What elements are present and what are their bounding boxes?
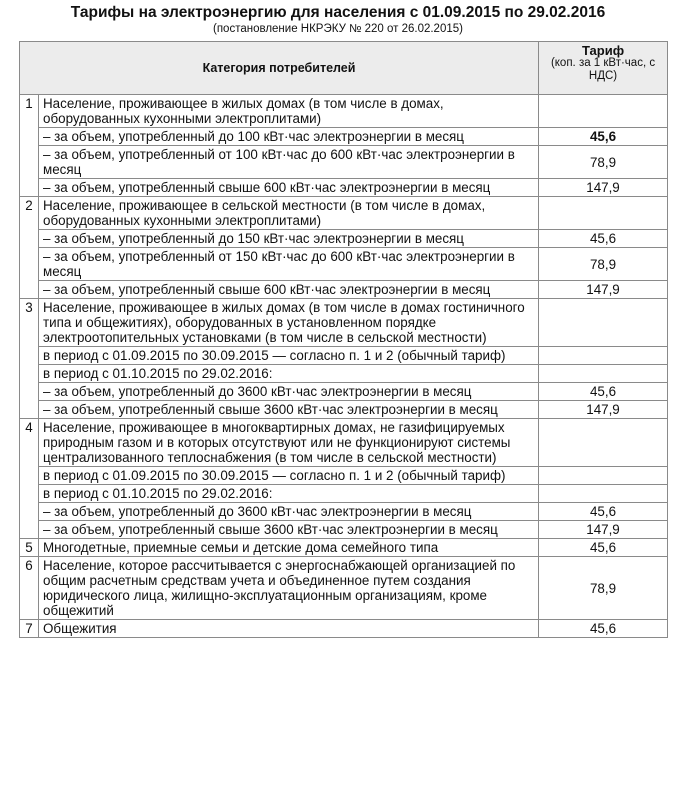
tariff-value	[539, 95, 668, 128]
tariff-value: 147,9	[539, 179, 668, 197]
tariff-table	[19, 41, 668, 638]
table-row	[20, 197, 668, 230]
category-text: – за объем, употребленный свыше 3600 кВт·час электроэнергии в месяц	[39, 521, 539, 539]
table-row	[20, 521, 668, 539]
tariff-value: 45,6	[539, 383, 668, 401]
group-number: 6	[20, 557, 39, 620]
category-text: Население, проживающее в многоквартирных домах, не газифицируемых природным газом и в которых отсутствуют или не функционируют системы централизованного теплоснабжения (в том числе в сельской местности)	[39, 419, 539, 467]
table-row	[20, 146, 668, 179]
category-text: – за объем, употребленный свыше 3600 кВт·час электроэнергии в месяц	[39, 401, 539, 419]
table-row	[20, 401, 668, 419]
category-text: в период с 01.10.2015 по 29.02.2016:	[39, 485, 539, 503]
tariff-value	[539, 419, 668, 467]
group-number: 2	[20, 197, 39, 299]
table-row	[20, 248, 668, 281]
tariff-value	[539, 197, 668, 230]
tariff-value: 78,9	[539, 557, 668, 620]
tariff-value	[539, 485, 668, 503]
group-number: 3	[20, 299, 39, 419]
table-row	[20, 179, 668, 197]
table-row	[20, 281, 668, 299]
table-row	[20, 95, 668, 128]
table-row	[20, 128, 668, 146]
tariff-value	[539, 299, 668, 347]
tariff-value: 45,6	[539, 503, 668, 521]
category-text: Население, которое рассчитывается с энергоснабжающей организацией по общим расчетным средствам учета и объединенное путем создания юридического лица, жилищно-эксплуатационным организациям, кроме общежитий	[39, 557, 539, 620]
group-number: 7	[20, 620, 39, 638]
category-text: в период с 01.09.2015 по 30.09.2015 — согласно п. 1 и 2 (обычный тариф)	[39, 467, 539, 485]
table-row	[20, 485, 668, 503]
category-text: Многодетные, приемные семьи и детские дома семейного типа	[39, 539, 539, 557]
category-text: в период с 01.09.2015 по 30.09.2015 — согласно п. 1 и 2 (обычный тариф)	[39, 347, 539, 365]
table-row	[20, 383, 668, 401]
category-text: – за объем, употребленный до 100 кВт·час электроэнергии в месяц	[39, 128, 539, 146]
tariff-value: 78,9	[539, 248, 668, 281]
table-row	[20, 503, 668, 521]
category-text: – за объем, употребленный от 150 кВт·час до 600 кВт·час электроэнергии в месяц	[39, 248, 539, 281]
table-row	[20, 539, 668, 557]
header-tariff-title: Тариф	[581, 43, 625, 58]
category-text: в период с 01.10.2015 по 29.02.2016:	[39, 365, 539, 383]
category-text: – за объем, употребленный от 100 кВт·час до 600 кВт·час электроэнергии в месяц	[39, 146, 539, 179]
group-number: 5	[20, 539, 39, 557]
table-row	[20, 419, 668, 467]
table-row	[20, 365, 668, 383]
category-text: Общежития	[39, 620, 539, 638]
tariff-value: 78,9	[539, 146, 668, 179]
table-header-row	[20, 42, 668, 95]
table-row	[20, 299, 668, 347]
table-row	[20, 347, 668, 365]
category-text: Население, проживающее в жилых домах (в том числе в домах гостиничного типа и общежитиях), оборудованных в установленном порядке электроотопительных установками (в том числе в сельской местности)	[39, 299, 539, 347]
category-text: – за объем, употребленный до 150 кВт·час электроэнергии в месяц	[39, 230, 539, 248]
category-text: Население, проживающее в жилых домах (в том числе в домах, оборудованных кухонными электроплитами)	[39, 95, 539, 128]
category-text: – за объем, употребленный до 3600 кВт·час электроэнергии в месяц	[39, 383, 539, 401]
category-text: – за объем, употребленный свыше 600 кВт·час электроэнергии в месяц	[39, 281, 539, 299]
tariff-value: 45,6	[539, 230, 668, 248]
tariff-value: 147,9	[539, 521, 668, 539]
header-tariff	[539, 42, 668, 95]
group-number: 4	[20, 419, 39, 539]
category-text: – за объем, употребленный свыше 600 кВт·час электроэнергии в месяц	[39, 179, 539, 197]
table-body	[20, 95, 668, 638]
page-title: Тарифы на электроэнергию для населения с 01.09.2015 по 29.02.2016	[70, 4, 606, 21]
tariff-value	[539, 365, 668, 383]
tariff-value	[539, 347, 668, 365]
tariff-value	[539, 467, 668, 485]
category-text: – за объем, употребленный до 3600 кВт·час электроэнергии в месяц	[39, 503, 539, 521]
table-row	[20, 557, 668, 620]
tariff-value: 45,6	[539, 620, 668, 638]
group-number: 1	[20, 95, 39, 197]
table-row	[20, 620, 668, 638]
table-row	[20, 230, 668, 248]
header-tariff-unit: (коп. за 1 кВт·час, с НДС)	[550, 57, 656, 82]
tariff-value: 147,9	[539, 401, 668, 419]
tariff-value: 45,6	[539, 128, 668, 146]
table-row	[20, 467, 668, 485]
tariff-value: 45,6	[539, 539, 668, 557]
tariff-value: 147,9	[539, 281, 668, 299]
category-text: Население, проживающее в сельской местности (в том числе в домах, оборудованных кухонными электроплитами)	[39, 197, 539, 230]
page-subtitle: (постановление НКРЭКУ № 220 от 26.02.2015)	[213, 23, 463, 35]
header-category: Категория потребителей	[20, 42, 539, 95]
